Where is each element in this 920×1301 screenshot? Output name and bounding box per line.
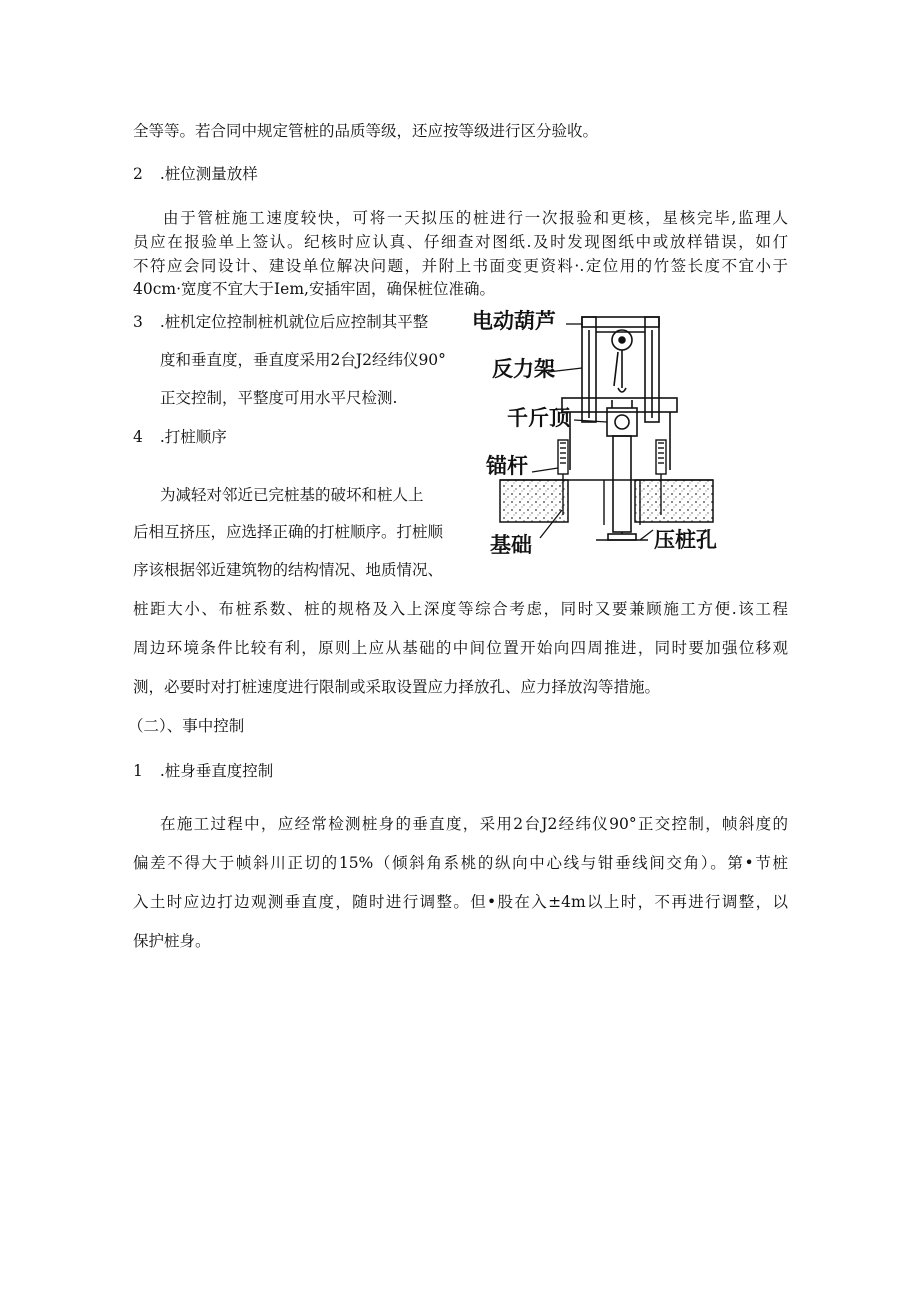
paragraph-2-line-1: 由于管桩施工速度较快，可将一天拟压的桩进行一次报验和更核，星核完毕,监理人: [163, 209, 788, 227]
paragraph-4-line-3: 序该根据邻近建筑物的结构情况、地质情况、: [133, 561, 444, 579]
paragraph-continuation: 全等等。若合同中规定管桩的品质等级，还应按等级进行区分验收。: [133, 122, 599, 140]
subsection-1-number: 1: [133, 762, 143, 780]
electric-hoist: [612, 330, 632, 392]
chapter-heading: （二）、事中控制: [128, 717, 245, 735]
label-jack: 千斤顶: [507, 406, 570, 430]
section-3-title: .桩机定位控制桩机就位后应控制其平整: [159, 313, 429, 331]
label-electric-hoist: 电动葫芦: [472, 309, 556, 333]
label-foundation: 基础: [490, 533, 532, 557]
section-2-number: 2: [133, 165, 143, 183]
paragraph-5-line-3: 入土时应边打边观测垂直度，随时进行调整。但•股在入±4m以上时，不再进行调整，以: [133, 893, 788, 911]
pile-press-diagram: [470, 300, 745, 565]
section-3-number: 3: [133, 313, 143, 331]
paragraph-2-line-3: 不符应会同设计、建设单位解决问题，并附上书面变更资料·.定位用的竹签长度不宜小于: [133, 257, 788, 275]
paragraph-4-line-4: 桩距大小、布桩系数、桩的规格及入上深度等综合考虑，同时又要兼顾施工方便.该工程: [133, 600, 788, 618]
subsection-1-title: .桩身垂直度控制: [159, 762, 274, 780]
paragraph-5-line-4: 保护桩身。: [133, 932, 211, 950]
foundation-soil: [500, 480, 713, 522]
section-2-heading: [133, 164, 258, 184]
section-3-heading: [133, 312, 428, 332]
paragraph-4-line-2: 后相互挤压，应选择正确的打桩顺序。打桩顺: [133, 523, 444, 541]
label-anchor-rod: 锚杆: [486, 454, 528, 478]
label-pile-hole: 压桩孔: [654, 528, 717, 552]
section-3-line-2: 度和垂直度，垂直度采用2台J2经纬仪90°: [160, 351, 446, 369]
section-3-line-3: 正交控制，平整度可用水平尺检测.: [160, 389, 398, 407]
paragraph-5-line-2: 偏差不得大于帧斜川正切的15%（倾斜角系桃的纵向中心线与钳垂线间交角）。第•节桩: [133, 854, 788, 872]
paragraph-2-line-2: 员应在报验单上签认。纪核时应认真、仔细查对图纸.及时发现图纸中或放样错误，如仃: [133, 233, 788, 251]
section-4-number: 4: [133, 428, 143, 446]
subsection-1-heading: [133, 761, 273, 781]
section-4-title: .打桩顺序: [159, 428, 227, 446]
section-2-title: .桩位测量放样: [159, 165, 258, 183]
paragraph-4-line-1: 为减轻对邻近已完桩基的破坏和桩人上: [160, 486, 424, 504]
section-4-heading: [133, 427, 227, 447]
label-reaction-frame: 反力架: [492, 357, 555, 381]
paragraph-4-line-5: 周边环境条件比较有利，原则上应从基础的中间位置开始向四周推进，同时要加强位移观: [133, 639, 788, 657]
paragraph-4-line-6: 测，必要时对打桩速度进行限制或采取设置应力择放孔、应力择放沟等措施。: [133, 678, 661, 696]
hydraulic-jack: [607, 400, 637, 436]
paragraph-2-line-4: 40cm·宽度不宜大于Iem,安插牢固，确保桩位准确。: [133, 280, 495, 298]
paragraph-5-line-1: 在施工过程中，应经常检测桩身的垂直度，采用2台J2经纬仪90°正交控制，帧斜度的: [160, 815, 788, 833]
